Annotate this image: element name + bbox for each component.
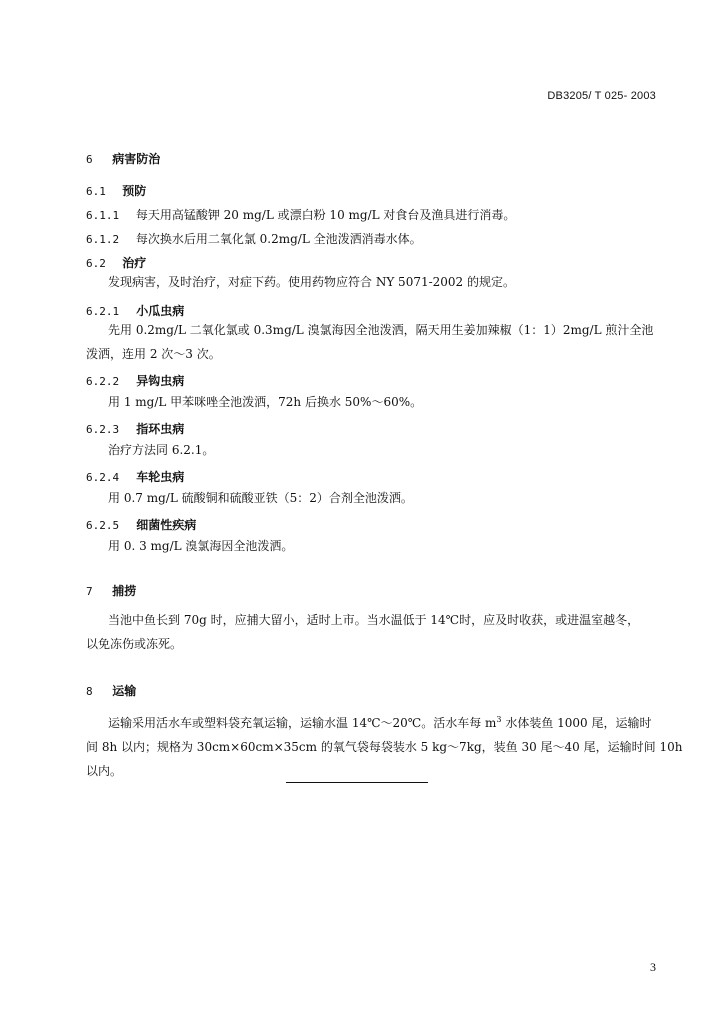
section-title: 小瓜虫病 bbox=[136, 304, 185, 318]
clause-text: 每次换水后用二氧化氯 0.2mg/L 全池泼洒消毒水体。 bbox=[135, 232, 422, 246]
section-title: 异钩虫病 bbox=[136, 374, 185, 388]
section-number: 6.1 bbox=[86, 185, 106, 198]
section-number: 6.2 bbox=[86, 257, 106, 270]
section-title: 车轮虫病 bbox=[136, 470, 185, 484]
section-number: 6.2.2 bbox=[86, 375, 120, 388]
section-title: 运输 bbox=[112, 684, 137, 698]
section-title: 细菌性疾病 bbox=[136, 518, 197, 532]
section-number: 6.2.4 bbox=[86, 471, 120, 484]
section-number: 6.2.1 bbox=[86, 305, 120, 318]
section-6-2-1-body bbox=[86, 318, 658, 366]
section-number: 6 bbox=[86, 153, 93, 166]
paragraph-line bbox=[86, 708, 658, 735]
section-title: 预防 bbox=[122, 184, 147, 198]
section-6-2-3-body bbox=[86, 438, 658, 462]
section-6-2-4-body bbox=[86, 486, 658, 510]
page-number: 3 bbox=[650, 960, 656, 974]
clause-number: 6.1.1 bbox=[86, 209, 120, 222]
section-6-2-5-heading bbox=[86, 516, 196, 533]
section-title: 指环虫病 bbox=[136, 422, 185, 436]
section-number: 6.2.5 bbox=[86, 519, 120, 532]
section-6-heading bbox=[86, 150, 160, 167]
paragraph-line: 用 0. 3 mg/L 溴氯海因全池泼洒。 bbox=[108, 539, 294, 553]
paragraph-line: 用 0.7 mg/L 硫酸铜和硫酸亚铁（5：2）合剂全池泼洒。 bbox=[108, 491, 413, 505]
paragraph-line: 泼洒，连用 2 次～3 次。 bbox=[86, 347, 221, 361]
section-8-body bbox=[86, 708, 683, 783]
superscript: 3 bbox=[496, 715, 502, 724]
section-number: 8 bbox=[86, 685, 93, 698]
clause-6-1-1 bbox=[86, 206, 515, 223]
clause-text: 每天用高锰酸钾 20 mg/L 或漂白粉 10 mg/L 对食台及渔具进行消毒。 bbox=[135, 208, 516, 222]
section-6-1-heading bbox=[86, 182, 146, 199]
section-number: 6.2.3 bbox=[86, 423, 120, 436]
paragraph-line: 间 8h 以内；规格为 30cm×60cm×35cm 的氧气袋每袋装水 5 kg～7kg，装鱼 30 尾～40 尾，运输时间 10h bbox=[86, 740, 683, 754]
text-run: 运输采用活水车或塑料袋充氧运输，运输水温 14℃～20℃。活水车每 m bbox=[108, 716, 497, 730]
text-run: 水体装鱼 1000 尾，运输时 bbox=[501, 716, 652, 730]
section-6-2-body bbox=[86, 270, 658, 294]
standard-code: DB3205/ T 025- 2003 bbox=[547, 90, 656, 102]
section-6-2-5-body bbox=[86, 534, 658, 558]
section-8-heading bbox=[86, 682, 136, 699]
section-title: 病害防治 bbox=[112, 152, 161, 166]
paragraph-line: 先用 0.2mg/L 二氧化氯或 0.3mg/L 溴氯海因全池泼洒，隔天用生姜加辣椒（1：1）2mg/L 煎汁全池 bbox=[108, 323, 654, 337]
section-6-2-2-heading bbox=[86, 372, 184, 389]
section-7-body bbox=[86, 608, 658, 656]
section-7-heading bbox=[86, 582, 136, 599]
paragraph-line: 发现病害，及时治疗，对症下药。使用药物应符合 NY 5071-2002 的规定。 bbox=[108, 275, 516, 289]
end-separator-line bbox=[286, 782, 428, 783]
paragraph-line: 用 1 mg/L 甲苯咪唑全池泼洒，72h 后换水 50%～60%。 bbox=[108, 395, 423, 409]
section-6-2-1-heading bbox=[86, 302, 184, 319]
clause-6-1-2 bbox=[86, 230, 422, 247]
section-title: 捕捞 bbox=[112, 584, 137, 598]
paragraph-line: 以免冻伤或冻死。 bbox=[86, 637, 183, 651]
section-6-2-2-body bbox=[86, 390, 658, 414]
paragraph-line: 以内。 bbox=[86, 764, 123, 778]
section-number: 7 bbox=[86, 585, 93, 598]
section-6-2-3-heading bbox=[86, 420, 184, 437]
section-6-2-4-heading bbox=[86, 468, 184, 485]
paragraph-line: 当池中鱼长到 70g 时，应捕大留小，适时上市。当水温低于 14℃时，应及时收获，或进温室越冬， bbox=[108, 613, 640, 627]
paragraph-line: 治疗方法同 6.2.1。 bbox=[108, 443, 215, 457]
clause-number: 6.1.2 bbox=[86, 233, 120, 246]
section-title: 治疗 bbox=[122, 256, 147, 270]
section-6-2-heading bbox=[86, 254, 146, 271]
